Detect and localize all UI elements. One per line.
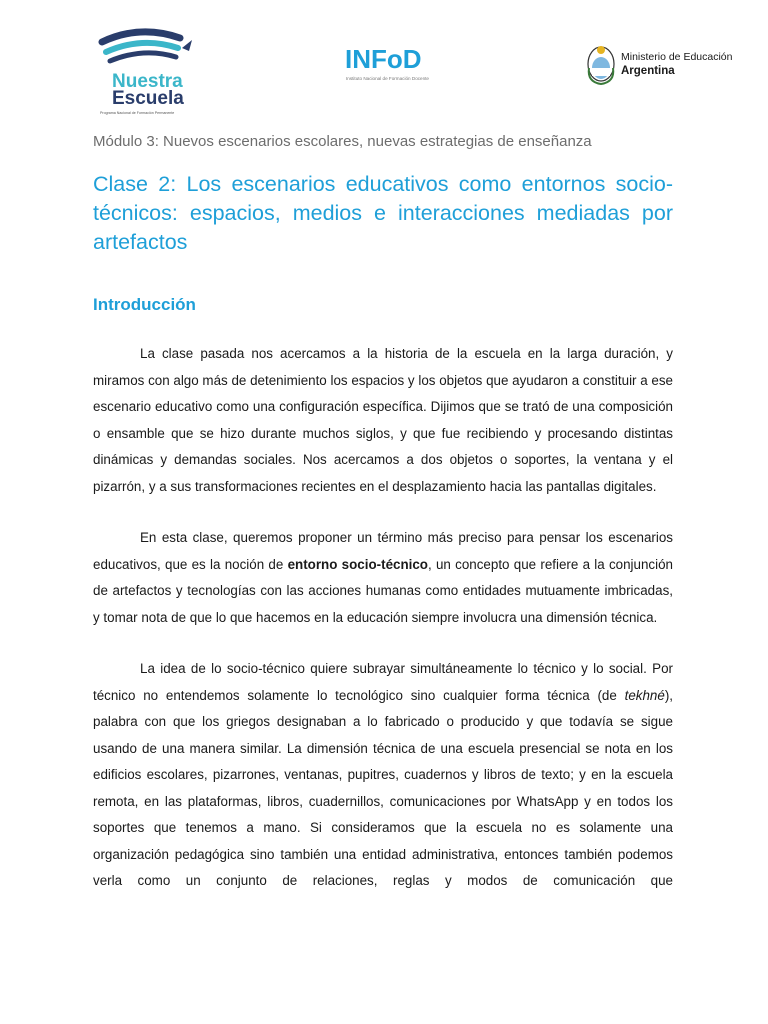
infod-logo-tagline: Instituto Nacional de Formación Docente [346,76,429,81]
intro-heading: Introducción [93,295,196,314]
paragraph-1: La clase pasada nos acercamos a la historia de la escuela en la larga duración, y miramos con algo más de detenimiento los espacios y los objetos que ayudaron a constituir a ese escenario educativo como una configuración específica. Dijimos que se trató de una composición o ensamble que se hizo durante muchos siglos, y que fue recibiendo y procesando distintas dinámicas y demandas sociales. Nos acercamos a dos objetos o soportes, la ventana y el pizarrón, y a sus transformaciones recientes en el desplazamiento hacia las pantallas digitales. [93,346,673,494]
paragraph-3-start: La idea de lo socio-técnico quiere subrayar simultáneamente lo técnico y lo social. Por técnico no entendemos solamente lo tecnológico sino cualquier forma técnica (de [93,661,673,703]
paragraph-2 [93,525,673,631]
class-title: Clase 2: Los escenarios educativos como entornos socio-técnicos: espacios, medios e interacciones mediadas por artefactos [93,172,673,254]
paragraph-3-term: tekhné [624,687,665,703]
ministry-logo-line1: Ministerio de Educación [621,51,733,63]
paragraph-3-end: ), palabra con que los griegos designaban a lo fabricado o producido y que todavía se sigue usando de una manera similar. La dimensión técnica de una escuela presencial se nota en los edificios escolares, pizarrones, ventanas, pupitres, cuadernos y libros de texto; y en la escuela remota, en las plataformas, libros, cuadernillos, comunicaciones por WhatsApp y en todos los soportes que tenemos a mano. Si consideramos que la escuela no es solamente una organización pedagógica sino también una entidad administrativa, entonces también podemos verla como un conjunto de relaciones, reglas y modos de comunicación que [93,687,673,888]
infod-logo [343,40,463,85]
page-header [0,0,768,125]
coat-of-arms-icon [588,46,614,84]
paragraph-2-term: entorno socio-técnico [287,556,428,572]
paragraph-2-end: , un concepto que refiere a la conjunción de artefactos y tecnologías con las acciones humanas como entidades mutuamente imbricadas, y tomar nota de que lo que hacemos en la educación siempre involucra una dimensión técnica. [93,556,673,625]
ministry-logo-line2: Argentina [621,65,675,77]
paragraph-2-start: En esta clase, queremos proponer un término más preciso para pensar los escenarios educativos, que es la noción de [93,530,673,572]
nuestra-escuela-logo [92,24,212,119]
document-body [93,341,673,920]
nuestra-logo-line1: Nuestra [112,71,183,92]
nuestra-logo-tagline: Programa Nacional de Formación Permanente [100,111,175,115]
paragraph-3 [93,656,673,895]
module-subtitle: Módulo 3: Nuevos escenarios escolares, nuevas estrategias de enseñanza [93,133,592,150]
nuestra-logo-line2: Escuela [112,88,184,109]
ministry-logo [583,38,743,90]
infod-logo-name: INFoD [345,44,422,74]
